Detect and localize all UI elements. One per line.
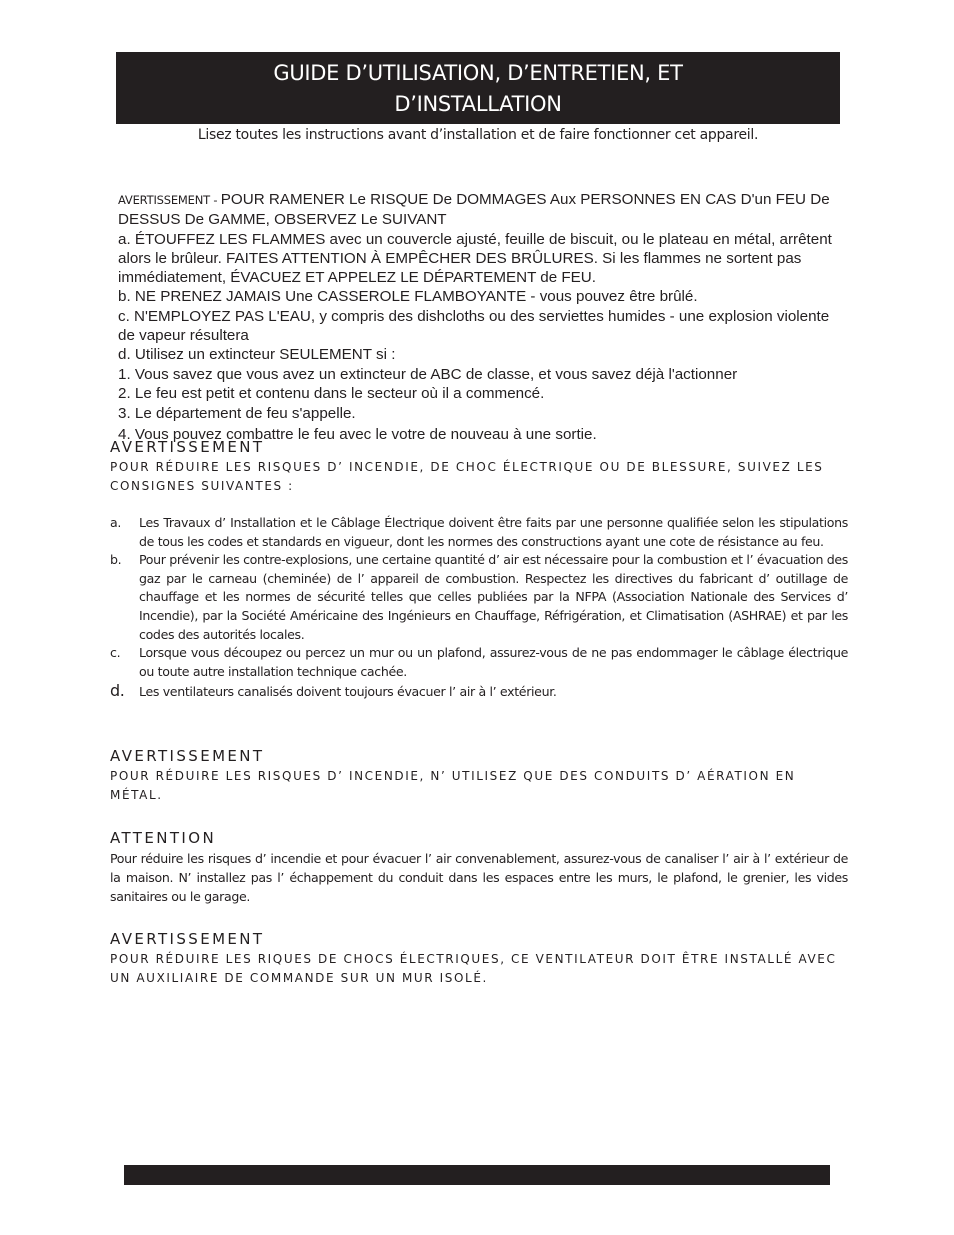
list-item <box>110 682 848 702</box>
fire-warning-item-b: b. NE PRENEZ JAMAIS Une CASSEROLE FLAMBOYANTE - vous pouvez être brûlé. <box>118 288 698 306</box>
page-subtitle: Lisez toutes les instructions avant d’installation et de faire fonctionner cet appareil. <box>197 127 759 143</box>
attention-text: Pour réduire les risques d’ incendie et pour évacuer l’ air convenablement, assurez-vous de canaliser l’ air à l’ extérieur de la maison. N’ installez pas l’ échappement du conduit dans les espaces entre les murs, le plafond, le grenier, les vides sanitaires ou le garage. <box>110 851 848 904</box>
warning-heading-3: AVERTISSEMENT <box>110 930 265 948</box>
page-title-line-1: GUIDE D’UTILISATION, D’ENTRETIEN, ET <box>273 61 683 85</box>
list-item-marker: a. <box>110 515 122 530</box>
list-item-marker: c. <box>110 645 121 661</box>
list-item <box>110 644 848 681</box>
fire-warning-item-d: d. Utilisez un extincteur SEULEMENT si : <box>118 346 396 364</box>
list-item-marker: b. <box>110 552 122 568</box>
warning-heading-1: AVERTISSEMENT <box>110 438 265 456</box>
fire-warning-block <box>118 190 838 444</box>
fire-warning-item-c: c. N'EMPLOYEZ PAS L'EAU, y compris des dishcloths ou des serviettes humides - une explosion violente de vapeur résultera <box>118 307 830 345</box>
list-item <box>110 551 848 644</box>
fire-warning-lead <box>118 190 838 230</box>
fire-warning-label: AVERTISSEMENT - <box>118 193 221 207</box>
footer-bar <box>124 1165 830 1185</box>
list-item <box>110 514 848 551</box>
attention-heading: ATTENTION <box>110 829 217 847</box>
list-item-text: Lorsque vous découpez ou percez un mur ou un plafond, assurez-vous de ne pas endommager le câblage électrique ou toute autre installation technique cachée. <box>139 645 848 679</box>
fire-warning-item-d3: 3. Le département de feu s'appelle. <box>118 405 356 423</box>
list-item-text: Les Travaux d’ Installation et le Câblage Électrique doivent être faits par une personne qualifiée selon les stipulations de tous les codes et standards en vigueur, dont les normes des constructions ayant une cote de résistance au feu. <box>139 515 848 549</box>
fire-warning-item-a: a. ÉTOUFFEZ LES FLAMMES avec un couvercle ajusté, feuille de biscuit, ou le plateau en métal, arrêtent alors le brûleur. FAITES ATTENTION À EMPÊCHER DES BRÛLURES. Si les flammes ne sortent pas immédiatement, ÉVACUEZ ET APPELEZ LE DÉPARTEMENT de FEU. <box>118 230 832 287</box>
fire-warning-item-d2: 2. Le feu est petit et contenu dans le secteur où il a commencé. <box>118 384 545 402</box>
list-item-text: Les ventilateurs canalisés doivent toujours évacuer l’ air à l’ extérieur. <box>139 684 557 700</box>
warning-caps-1: POUR RÉDUIRE LES RISQUES D’ INCENDIE, DE CHOC ÉLECTRIQUE OU DE BLESSURE, SUIVEZ LES CONSIGNES SUIVANTES : <box>110 460 824 493</box>
warning-caps-3: POUR RÉDUIRE LES RIQUES DE CHOCS ÉLECTRIQUES, CE VENTILATEUR DOIT ÊTRE INSTALLÉ AVEC UN AUXILIAIRE DE COMMANDE SUR UN MUR ISOLÉ. <box>110 952 837 985</box>
warning-heading-2: AVERTISSEMENT <box>110 747 265 765</box>
warning-caps-2: POUR RÉDUIRE LES RISQUES D’ INCENDIE, N’ UTILISEZ QUE DES CONDUITS D’ AÉRATION EN MÉTAL. <box>110 769 796 802</box>
fire-warning-item-d1: 1. Vous savez que vous avez un extincteur de ABC de classe, et vous savez déjà l'actionner <box>118 365 738 383</box>
installation-instructions-list <box>110 514 848 702</box>
list-item-marker: d. <box>110 681 125 701</box>
fire-warning-lead-text: POUR RAMENER Le RISQUE De DOMMAGES Aux PERSONNES EN CAS D'un FEU De DESSUS De GAMME, OBSERVEZ Le SUIVANT <box>118 191 830 229</box>
fire-warning-item-d4: 4. Vous pouvez combattre le feu avec le votre de nouveau à une sortie. <box>118 425 597 443</box>
page-title-banner <box>116 52 840 124</box>
list-item-text: Pour prévenir les contre-explosions, une certaine quantité d’ air est nécessaire pour la combustion et l’ évacuation des gaz par le carneau (cheminée) de l’ appareil de combustion. Respectez les directives du fabricant d’ outillage de chauffage et les normes de sécurité telles que celles publiées par la NFPA (Association Nationale des Services d’ Incendie), par la Société Américaine des Ingénieurs en Chauffage, Réfrigération, et Climatisation (ASHRAE) et par les codes des autorités locales. <box>139 552 848 642</box>
page-title-line-2: D’INSTALLATION <box>394 92 562 116</box>
